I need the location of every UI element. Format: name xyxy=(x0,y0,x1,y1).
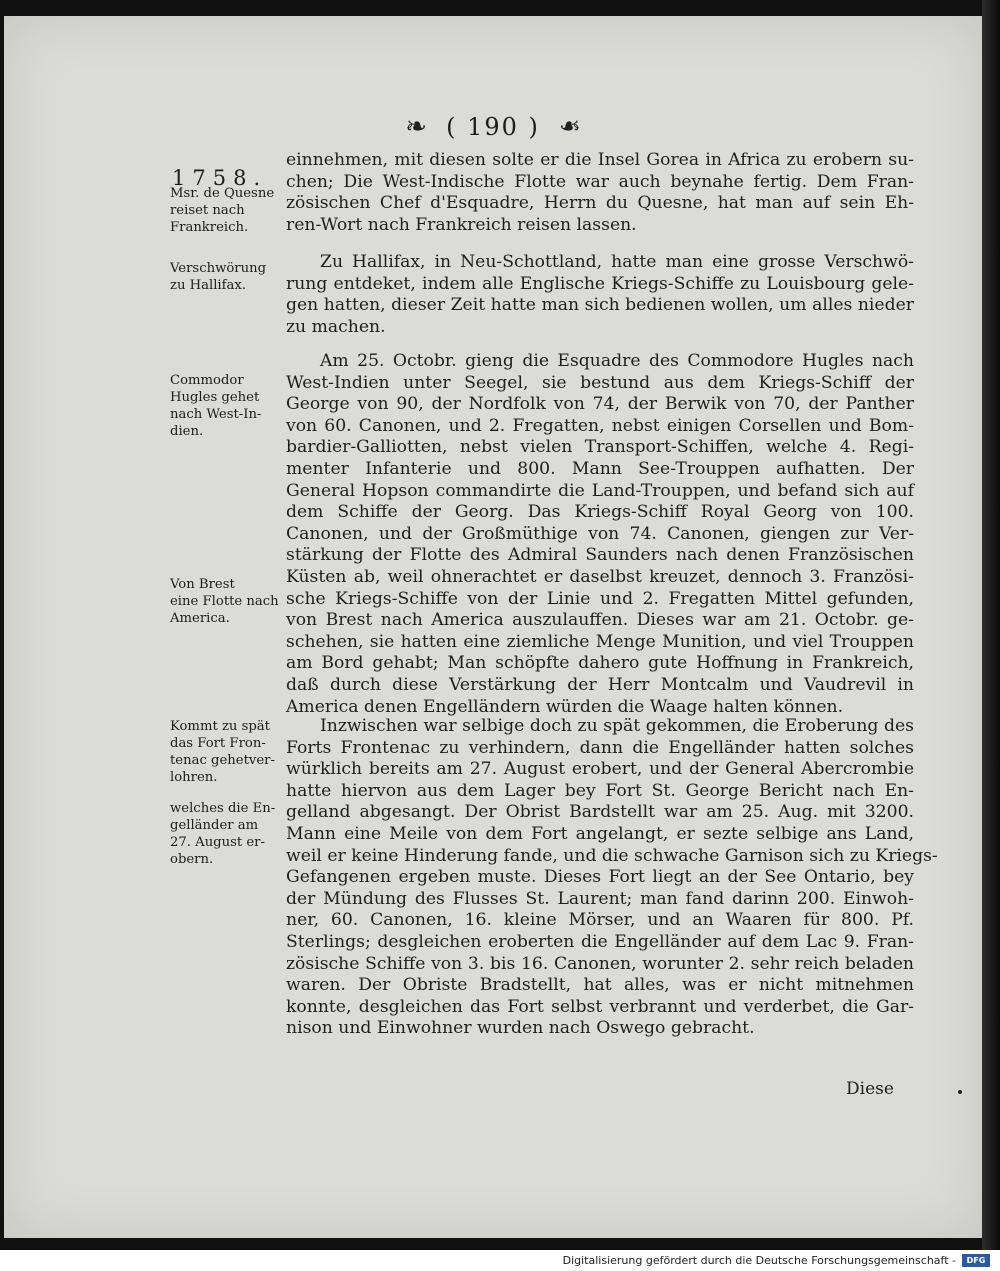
margin-note-engellaender: welches die En- gelländer am 27. August er- obern. xyxy=(170,801,276,867)
book-page xyxy=(4,16,982,1238)
margin-note-brest: Von Brest eine Flotte nach America. xyxy=(170,577,279,626)
catchword: Diese xyxy=(846,1079,894,1099)
footer-credit: Digitalisierung gefördert durch die Deutsche Forschungsgemeinschaft - xyxy=(562,1254,956,1267)
ornament-left-icon: ❧ xyxy=(405,112,427,142)
margin-note-verschwoerung: Verschwörung zu Hallifax. xyxy=(170,261,267,293)
margin-note-commodor: Commodor Hugles gehet nach West-In- dien. xyxy=(170,373,262,439)
paragraph-hugles: Am 25. Octobr. gieng die Esquadre des Commodore Hugles nach West-Indien unter Seegel, sie bestund aus dem Kriegs-Schiff der George von 90, der Nordfolk von 74, der Berwik von 70, der Panther von 60. Canonen, und 2. Fregatten, nebst einigen Corsellen und Bom- bardier-Galliotten, nebst vielen Transport-Schiffen, welche 4. Regi- menter Infanterie und 800. Mann See-Trouppen aufhatten. Der General Hopson commandirte die Land-Trouppen, und befand sich auf dem Schiffe der Georg. Das Kriegs-Schiff Royal Georg von 100. Canonen, und der Großmüthige von 74. Canonen, giengen zur Ver- stärkung der Flotte des Admiral Saunders nach denen Französischen Küsten ab, weil ohnerachtet er daselbst kreuzet, dennoch 3. Französi- sche Kriegs-Schiffe von der Linie und 2. Fregatten Mittel gefunden, von Brest nach America auszulauffen. Dieses war am 21. Octobr. ge- schehen, sie hatten eine ziemliche Menge Munition, und viel Trouppen am Bord gehabt; Man schöpfte dahero gute Hoffnung in Frankreich, daß durch diese Verstärkung der Herr Montcalm und Vaudrevil in America denen Engelländern würden die Waage halten können. xyxy=(286,351,914,717)
paragraph-quesne: einnehmen, mit diesen solte er die Insel Gorea in Africa zu erobern su- chen; Die West-Indische Flotte war auch beynahe fertig. Dem Fran- zösischen Chef d'Esquadre, Herrn du Quesne, hat man auf sein Eh- ren-Wort nach Frankreich reisen lassen. xyxy=(286,150,914,235)
paragraph-hallifax: Zu Hallifax, in Neu-Schottland, hatte man eine grosse Verschwö- rung entdeket, indem alle Englische Kriegs-Schiffe zu Louisbourg gele- gen hatten, dieser Zeit hatte man sich bedienen wollen, um alles nieder zu machen. xyxy=(286,252,914,337)
dfg-logo-icon: DFG xyxy=(962,1254,990,1267)
year-marker: 1758. xyxy=(172,166,268,190)
ink-dot xyxy=(958,1090,962,1094)
page-number: ( 190 ) xyxy=(446,113,540,141)
page-header xyxy=(4,112,982,142)
paragraph-frontenac: Inzwischen war selbige doch zu spät gekommen, die Eroberung des Forts Frontenac zu verhindern, dann die Engelländer hatten solches würklich bereits am 27. August erobert, und der General Abercrombie hatte hiervon aus dem Lager bey Fort St. George Bericht nach En- gelland abgesangt. Der Obrist Bardstellt war am 25. Aug. mit 3200. Mann eine Meile von dem Fort angelangt, er sezte selbige ans Land, weil er keine Hinderung fande, und die schwache Garnison sich zu Kriegs- Gefangenen ergeben muste. Dieses Fort liegt an der See Ontario, bey der Mündung des Flusses St. Laurent; man fand darinn 200. Einwoh- ner, 60. Canonen, 16. kleine Mörser, und an Waaren für 800. Pf. Sterlings; desgleichen eroberten die Engelländer auf dem Lac 9. Fran- zösische Schiffe von 3. bis 16. Canonen, worunter 2. sehr reich beladen waren. Der Obriste Bradstellt, hat alles, was er nicht mitnehmen konnte, desgleichen das Fort selbst verbrannt und verderbet, die Gar- nison und Einwohner wurden nach Oswego gebracht. xyxy=(286,716,938,1039)
scan-edge xyxy=(982,0,1000,1250)
margin-note-quesne: Msr. de Quesne reiset nach Frankreich. xyxy=(170,186,275,235)
footer-bar xyxy=(0,1251,1000,1271)
margin-note-frontenac: Kommt zu spät das Fort Fron- tenac gehetver- lohren. xyxy=(170,719,275,785)
ornament-right-icon: ❧ xyxy=(558,112,581,142)
